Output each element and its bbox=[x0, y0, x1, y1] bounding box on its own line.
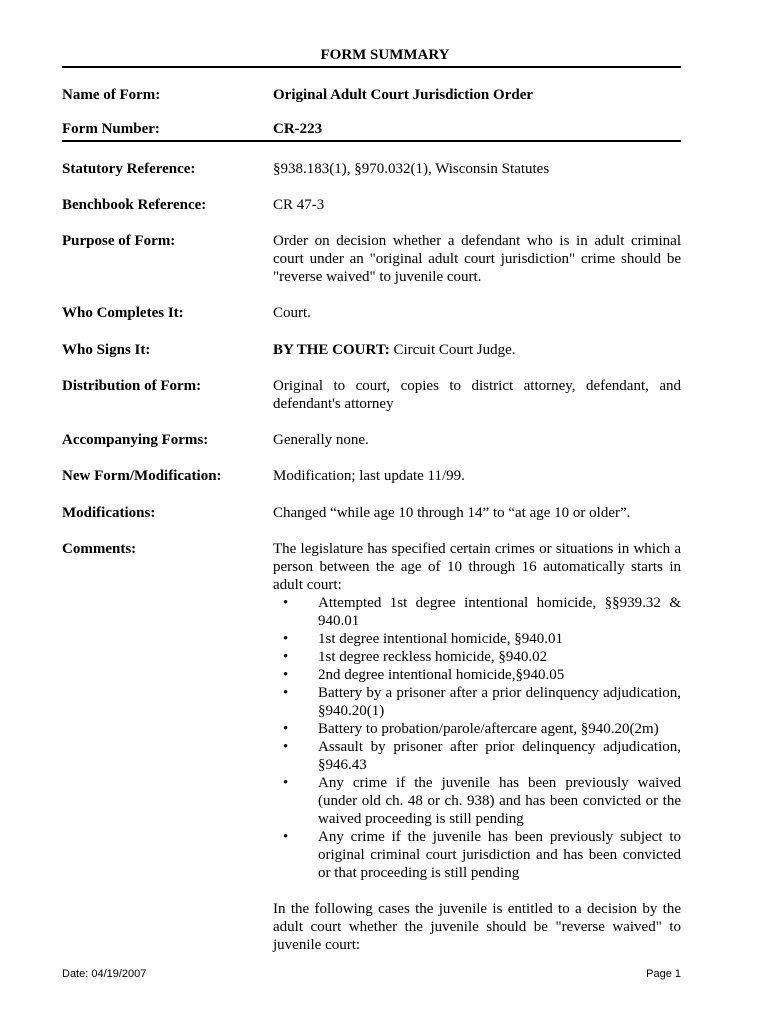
comments-intro: The legislature has specified certain crimes or situations in which a person between the age of 10 through 16 automatically starts in adult court: bbox=[273, 541, 681, 593]
list-item-text: 1st degree intentional homicide, §940.01 bbox=[318, 631, 563, 647]
comments-body bbox=[273, 540, 681, 882]
list-item bbox=[273, 774, 681, 828]
list-item bbox=[273, 684, 681, 720]
purpose-of-form-label: Purpose of Form: bbox=[62, 233, 176, 249]
list-item bbox=[273, 648, 681, 666]
purpose-of-form-value: Order on decision whether a defendant who is in adult criminal court under an "original adult court jurisdiction" crime should be "reverse waived" to juvenile court. bbox=[273, 233, 681, 285]
who-completes-value: Court. bbox=[273, 305, 311, 321]
list-item-text: Any crime if the juvenile has been previously subject to original criminal court jurisdiction and has been convicted or that proceeding is still pending bbox=[318, 829, 681, 881]
bullet-icon: • bbox=[283, 739, 289, 755]
new-form-modification-value: Modification; last update 11/99. bbox=[273, 468, 465, 484]
form-number-value: CR-223 bbox=[273, 121, 323, 137]
who-completes-label: Who Completes It: bbox=[62, 305, 184, 321]
name-of-form-value: Original Adult Court Jurisdiction Order bbox=[273, 87, 534, 103]
list-item bbox=[273, 666, 681, 684]
comments-closing: In the following cases the juvenile is entitled to a decision by the adult court whether the juvenile should be "reverse waived" to juvenile court: bbox=[273, 901, 681, 953]
list-item bbox=[273, 630, 681, 648]
list-item-text: Battery to probation/parole/aftercare agent, §940.20(2m) bbox=[318, 721, 659, 737]
modifications-label: Modifications: bbox=[62, 505, 156, 521]
footer-page-number: Page 1 bbox=[646, 968, 681, 980]
who-signs-bold-text: BY THE COURT: bbox=[273, 342, 390, 358]
bullet-icon: • bbox=[283, 595, 289, 611]
benchbook-reference-label: Benchbook Reference: bbox=[62, 197, 207, 213]
distribution-label: Distribution of Form: bbox=[62, 378, 202, 394]
accompanying-forms-value: Generally none. bbox=[273, 432, 369, 448]
bullet-icon: • bbox=[283, 631, 289, 647]
statutory-reference-label: Statutory Reference: bbox=[62, 161, 196, 177]
comments-label: Comments: bbox=[62, 541, 137, 557]
benchbook-reference-value: CR 47-3 bbox=[273, 197, 325, 213]
list-item-text: 1st degree reckless homicide, §940.02 bbox=[318, 649, 548, 665]
list-item-text: Any crime if the juvenile has been previously waived (under old ch. 48 or ch. 938) and has been convicted or the waived proceeding is still pending bbox=[318, 775, 681, 827]
comments-bullet-list bbox=[273, 594, 681, 882]
bullet-icon: • bbox=[283, 721, 289, 737]
bullet-icon: • bbox=[283, 667, 289, 683]
list-item-text: Battery by a prisoner after a prior delinquency adjudication, §940.20(1) bbox=[318, 685, 681, 719]
list-item bbox=[273, 828, 681, 882]
bullet-icon: • bbox=[283, 829, 289, 845]
list-item bbox=[273, 594, 681, 630]
who-signs-value bbox=[273, 341, 681, 359]
modifications-value: Changed “while age 10 through 14” to “at age 10 or older”. bbox=[273, 505, 631, 521]
name-of-form-label: Name of Form: bbox=[62, 87, 161, 103]
distribution-value: Original to court, copies to district attorney, defendant, and defendant's attorney bbox=[273, 378, 681, 412]
bullet-icon: • bbox=[283, 775, 289, 791]
who-signs-rest-text: Circuit Court Judge. bbox=[389, 342, 516, 358]
list-item bbox=[273, 720, 681, 738]
footer-date: Date: 04/19/2007 bbox=[62, 968, 147, 980]
new-form-modification-label: New Form/Modification: bbox=[62, 468, 222, 484]
bullet-icon: • bbox=[283, 649, 289, 665]
page-title: FORM SUMMARY bbox=[320, 47, 450, 63]
list-item-text: Attempted 1st degree intentional homicide, §§939.32 & 940.01 bbox=[318, 595, 681, 629]
accompanying-forms-label: Accompanying Forms: bbox=[62, 432, 209, 448]
title-divider bbox=[62, 66, 681, 68]
list-item-text: Assault by prisoner after prior delinquency adjudication, §946.43 bbox=[318, 739, 681, 773]
form-number-divider bbox=[62, 140, 681, 142]
list-item bbox=[273, 738, 681, 774]
form-number-label: Form Number: bbox=[62, 121, 160, 137]
statutory-reference-value: §938.183(1), §970.032(1), Wisconsin Statutes bbox=[273, 161, 550, 177]
bullet-icon: • bbox=[283, 685, 289, 701]
list-item-text: 2nd degree intentional homicide,§940.05 bbox=[318, 667, 565, 683]
who-signs-label: Who Signs It: bbox=[62, 342, 151, 358]
